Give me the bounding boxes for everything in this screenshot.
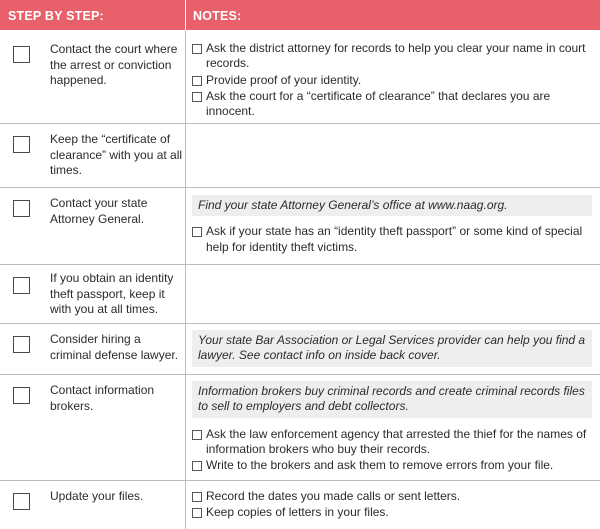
note-item: Ask the district attorney for records to help you clear your name in court records. [192,41,592,72]
notes-cell [192,41,592,120]
table-row [0,324,600,375]
notes-cell [192,195,592,256]
note-item: Ask the court for a “certificate of clearance” that declares you are innocent. [192,89,592,120]
step-checkbox[interactable] [13,493,30,510]
table-row [0,124,600,188]
step-text: Contact information brokers. [50,383,155,413]
step-text: If you obtain an identity theft passport, keep it with you at all times. [50,271,174,317]
table-row [0,188,600,265]
table-row [0,481,600,529]
note-item: Provide proof of your identity. [192,73,592,88]
note-item: Record the dates you made calls or sent letters. [192,489,592,504]
step-checkbox[interactable] [13,46,30,63]
step-text: Keep the “certificate of clearance” with you at all times. [50,132,183,178]
hint-box: Find your state Attorney General’s office at www.naag.org. [192,195,592,216]
notes-cell [192,330,592,367]
note-checkbox[interactable] [192,92,202,102]
step-checkbox[interactable] [13,387,30,404]
note-checkbox[interactable] [192,44,202,54]
note-item: Keep copies of letters in your files. [192,505,592,520]
table-row [0,265,600,324]
note-checkbox[interactable] [192,508,202,518]
note-checkbox[interactable] [192,76,202,86]
step-text: Update your files. [50,489,144,503]
step-text: Contact your state Attorney General. [50,196,148,226]
note-checkbox[interactable] [192,461,202,471]
note-item: Ask if your state has an “identity theft passport” or some kind of special help for identity theft victims. [192,224,592,255]
note-item: Write to the brokers and ask them to remove errors from your file. [192,458,592,473]
step-checkbox[interactable] [13,336,30,353]
table-row [0,375,600,481]
table-header [0,0,600,30]
notes-cell [192,381,592,474]
note-checkbox[interactable] [192,430,202,440]
notes-heading: NOTES: [193,9,242,23]
step-text: Consider hiring a criminal defense lawyer. [50,332,179,362]
step-checkbox[interactable] [13,136,30,153]
hint-box: Information brokers buy criminal records and create criminal records files to sell to employers and debt collectors. [192,381,592,418]
step-checkbox[interactable] [13,277,30,294]
step-by-step-heading: STEP BY STEP: [8,9,104,23]
note-checkbox[interactable] [192,492,202,502]
notes-cell [192,489,592,522]
checklist-table [0,30,600,529]
note-item: Ask the law enforcement agency that arrested the thief for the names of information brokers who buy their records. [192,427,592,458]
step-text: Contact the court where the arrest or conviction happened. [50,42,178,88]
step-checkbox[interactable] [13,200,30,217]
table-row [0,30,600,124]
note-checkbox[interactable] [192,227,202,237]
hint-box: Your state Bar Association or Legal Services provider can help you find a lawyer. See contact info on inside back cover. [192,330,592,367]
